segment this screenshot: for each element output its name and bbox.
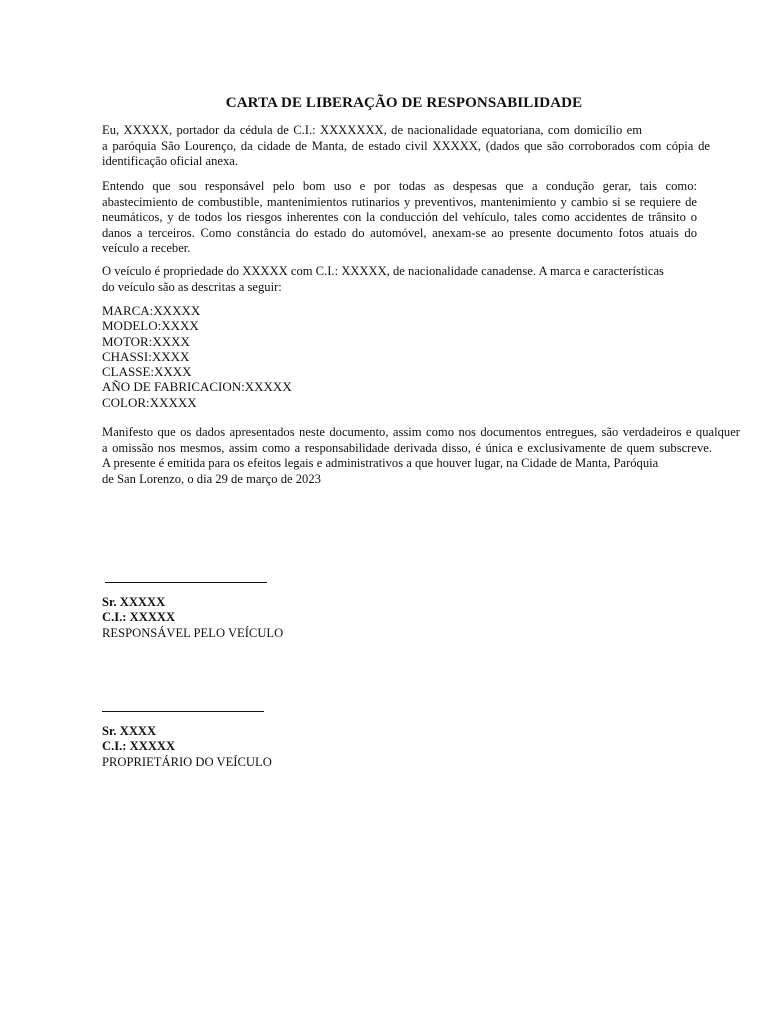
signer-name: Sr. XXXXX <box>102 595 166 609</box>
text-line: abastecimiento de combustible, mantenimientos rutinarios y preventivos, mantenimiento y cambio si se requiere de <box>102 194 697 209</box>
vehicle-model: MODELO:XXXX <box>102 318 199 334</box>
text-line: do veículo são as descritas a seguir: <box>102 279 282 294</box>
text-line: de San Lorenzo, o dia 29 de março de 2023 <box>102 471 321 486</box>
text-line: Eu, XXXXX, portador da cédula de C.I.: XXXXXXX, de nacionalidade equatoriana, com domicílio em <box>102 123 642 137</box>
vehicle-details <box>102 303 292 410</box>
text-line: a paróquia São Lourenço, da cidade de Manta, de estado civil XXXXX, (dados que são corroborados com cópia de <box>102 138 710 153</box>
paragraph-ownership <box>102 264 664 295</box>
vehicle-class: CLASSE:XXXX <box>102 364 192 380</box>
text-line: veículo a receber. <box>102 241 191 255</box>
signer-id: C.I.: XXXXX <box>102 739 176 754</box>
text-line: danos a terceiros. Como constância do estado do automóvel, anexam-se ao presente documento fotos atuais do <box>102 225 697 240</box>
text-line: identificação oficial anexa. <box>102 154 239 168</box>
text-line: a omissão nos mesmos, assim como a responsabilidade derivada disso, é única e exclusivamente de quem subscreve. <box>102 440 712 455</box>
vehicle-motor: MOTOR:XXXX <box>102 333 190 349</box>
text-line: Entendo que sou responsável pelo bom uso e por todas as despesas que a condução gerar, tais como: <box>102 179 697 193</box>
vehicle-year: AÑO DE FABRICACION:XXXXX <box>102 379 292 395</box>
signature-block-owner <box>102 724 272 770</box>
paragraph-responsibility <box>102 179 697 257</box>
text-line: O veículo é propriedade do XXXXX com C.I.: XXXXX, de nacionalidade canadense. A marca e características <box>102 264 664 278</box>
text-line: neumáticos, y de todos los riesgos inherentes con la conducción del vehículo, tales como accidentes de trânsito o <box>102 210 697 224</box>
paragraph-identity <box>102 123 710 170</box>
signature-line <box>105 582 267 583</box>
signature-line <box>102 711 264 712</box>
vehicle-chassis: CHASSI:XXXX <box>102 348 190 364</box>
signer-role: RESPONSÁVEL PELO VEÍCULO <box>102 625 284 640</box>
vehicle-color: COLOR:XXXXX <box>102 394 197 410</box>
text-line: A presente é emitida para os efeitos legais e administrativos a que houver lugar, na Cidade de Manta, Paróquia <box>102 456 659 470</box>
signer-id: C.I.: XXXXX <box>102 610 176 625</box>
signer-name: Sr. XXXX <box>102 724 157 738</box>
text-line: Manifesto que os dados apresentados neste documento, assim como nos documentos entregues, são verdadeiros e qualquer <box>102 425 740 439</box>
vehicle-brand: MARCA:XXXXX <box>102 303 201 318</box>
paragraph-declaration <box>102 425 740 487</box>
document-title: CARTA DE LIBERAÇÃO DE RESPONSABILIDADE <box>225 95 583 111</box>
signature-block-responsible <box>102 595 283 641</box>
signer-role: PROPRIETÁRIO DO VEÍCULO <box>102 754 272 769</box>
